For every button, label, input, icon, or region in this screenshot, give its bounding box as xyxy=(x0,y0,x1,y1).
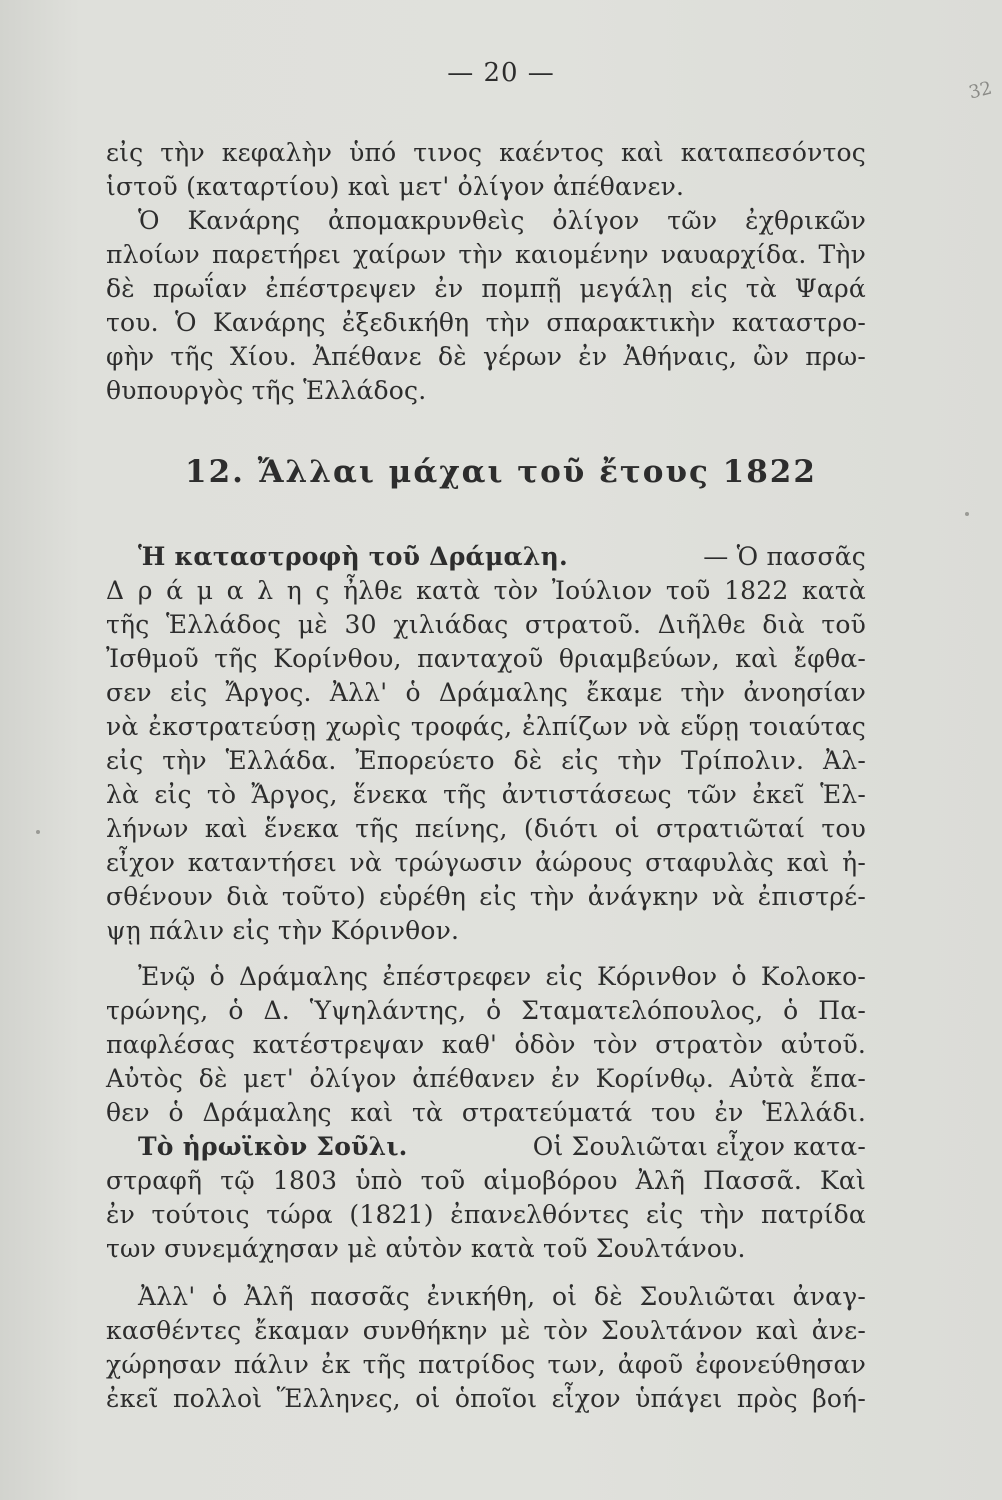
section-title-line xyxy=(138,542,866,572)
text-line: σεν εἰς Ἄργος. Ἀλλ' ὁ Δράμαλης ἔκαμε τὴν ἀνοησίαν xyxy=(106,678,866,707)
margin-speck xyxy=(36,830,40,834)
text-line: φὴν τῆς Χίου. Ἀπέθανε δὲ γέρων ἐν Ἀθήναις, ὢν πρω- xyxy=(106,342,866,371)
section-title: Τὸ ἡρωϊκὸν Σοῦλι. xyxy=(138,1132,408,1161)
text-run: Οἱ Σουλιῶται εἶχον κατα- xyxy=(532,1132,866,1161)
text-line: στραφῆ τῷ 1803 ὑπὸ τοῦ αἱμοβόρου Ἀλῆ Πασσᾶ. Καὶ xyxy=(106,1166,866,1195)
text-line: τῆς Ἑλλάδος μὲ 30 χιλιάδας στρατοῦ. Διῆλθε διὰ τοῦ xyxy=(106,610,866,639)
text-line: ἱστοῦ (καταρτίου) καὶ μετ' ὀλίγον ἀπέθανεν. xyxy=(106,172,685,201)
section-title-line xyxy=(138,1132,866,1162)
text-line: κασθέντες ἔκαμαν συνθήκην μὲ τὸν Σουλτάνον καὶ ἀνε- xyxy=(106,1316,866,1345)
text-line: ψῃ πάλιν εἰς τὴν Κόρινθον. xyxy=(106,916,460,945)
text-line: ἐκεῖ πολλοὶ Ἕλληνες, οἱ ὁποῖοι εἶχον ὑπάγει πρὸς βοή- xyxy=(106,1384,866,1413)
text-line: εἰς τὴν κεφαλὴν ὑπό τινος καέντος καὶ καταπεσόντος xyxy=(106,138,866,167)
section-heading: 12. Ἄλλαι μάχαι τοῦ ἔτους 1822 xyxy=(185,454,817,490)
text-line: χώρησαν πάλιν ἐκ τῆς πατρίδος των, ἀφοῦ ἐφονεύθησαν xyxy=(106,1350,866,1379)
text-line: θεν ὁ Δράμαλης καὶ τὰ στρατεύματά του ἐν Ἑλλάδι. xyxy=(106,1098,866,1127)
edge-mark: 32 xyxy=(966,77,995,104)
text-line: Ἐνῷ ὁ Δράμαλης ἐπέστρεφεν εἰς Κόρινθον ὁ Κολοκο- xyxy=(138,962,866,991)
text-line: λὰ εἰς τὸ Ἄργος, ἕνεκα τῆς ἀντιστάσεως τῶν ἐκεῖ Ἑλ- xyxy=(106,780,866,809)
text-line: εἶχον καταντήσει νὰ τρώγωσιν ἀώρους σταφυλὰς καὶ ἠ- xyxy=(106,848,866,877)
text-line: τρώνης, ὁ Δ. Ὑψηλάντης, ὁ Σταματελόπουλος, ὁ Πα- xyxy=(106,996,866,1025)
section-title: Ἡ καταστροφὴ τοῦ Δράμαλη. xyxy=(138,542,568,571)
text-line: λήνων καὶ ἕνεκα τῆς πείνης, (διότι οἱ στρατιῶταί του xyxy=(106,814,866,843)
text-line: εἰς τὴν Ἑλλάδα. Ἐπορεύετο δὲ εἰς τὴν Τρίπολιν. Ἀλ- xyxy=(106,746,866,775)
text-line: Αὐτὸς δὲ μετ' ὀλίγον ἀπέθανεν ἐν Κορίνθῳ. Αὐτὰ ἔπα- xyxy=(106,1064,866,1093)
text-line: θυπουργὸς τῆς Ἑλλάδος. xyxy=(106,376,427,405)
text-line: του. Ὁ Κανάρης ἐξεδικήθη τὴν σπαρακτικὴν καταστρο- xyxy=(106,308,866,337)
text-line: σθένουν διὰ τοῦτο) εὑρέθη εἰς τὴν ἀνάγκην νὰ ἐπιστρέ- xyxy=(106,882,866,911)
text-line: νὰ ἐκστρατεύσῃ χωρὶς τροφάς, ἐλπίζων νὰ εὕρῃ τοιαύτας xyxy=(106,712,866,741)
text-line: Ἰσθμοῦ τῆς Κορίνθου, πανταχοῦ θριαμβεύων, καὶ ἔφθα- xyxy=(106,644,866,673)
text-line: παφλέσας κατέστρεψαν καθ' ὁδὸν τὸν στρατὸν αὐτοῦ. xyxy=(106,1030,866,1059)
text-line: Ὁ Κανάρης ἀπομακρυνθεὶς ὀλίγον τῶν ἐχθρικῶν xyxy=(138,206,866,235)
text-line: δὲ πρωΐαν ἐπέστρεψεν ἐν πομπῇ μεγάλῃ εἰς τὰ Ψαρά xyxy=(106,274,866,303)
text-run: — Ὁ πασσᾶς xyxy=(703,542,866,571)
text-line: Δ ρ ά μ α λ η ς ἦλθε κατὰ τὸν Ἰούλιον τοῦ 1822 κατὰ xyxy=(106,576,866,605)
text-line: πλοίων παρετήρει χαίρων τὴν καιομένην ναυαρχίδα. Τὴν xyxy=(106,240,866,269)
page-number: — 20 — xyxy=(447,58,555,88)
margin-speck xyxy=(965,512,969,516)
text-line: ἐν τούτοις τώρα (1821) ἐπανελθόντες εἰς τὴν πατρίδα xyxy=(106,1200,866,1229)
text-line: των συνεμάχησαν μὲ αὐτὸν κατὰ τοῦ Σουλτάνου. xyxy=(106,1234,746,1263)
text-line: Ἀλλ' ὁ Ἀλῆ πασσᾶς ἐνικήθη, οἱ δὲ Σουλιῶται ἀναγ- xyxy=(138,1282,866,1311)
